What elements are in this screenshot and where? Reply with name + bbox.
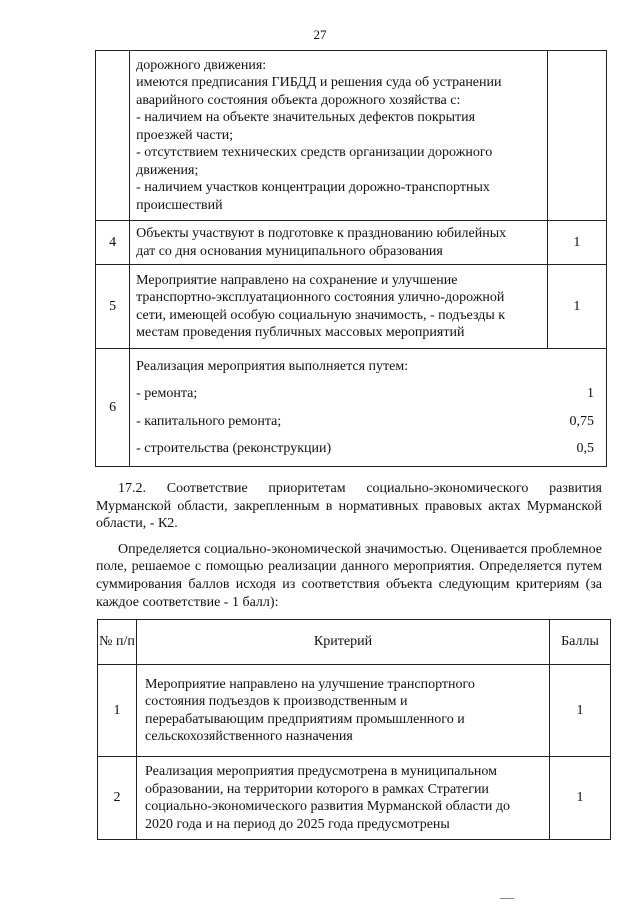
method-score: 0,75 bbox=[569, 413, 594, 429]
criterion-line: дорожного движения: bbox=[136, 57, 267, 73]
method-item bbox=[136, 385, 600, 403]
method-item bbox=[136, 413, 600, 431]
column-header-criterion: Критерий bbox=[137, 620, 550, 665]
table-row bbox=[96, 51, 607, 221]
method-item bbox=[136, 440, 600, 458]
criterion-line: движения; bbox=[136, 162, 199, 178]
method-score: 0,5 bbox=[576, 441, 594, 456]
criterion-line: Объекты участвуют в подготовке к празднованию юбилейных bbox=[136, 226, 507, 241]
criteria-table bbox=[97, 619, 611, 840]
method-label: - строительства (реконструкции) bbox=[136, 441, 332, 456]
row-number-cell: 4 bbox=[96, 221, 130, 265]
criterion-line: образовании, на территории которого в рамках Стратегии bbox=[145, 781, 489, 797]
method-score: 1 bbox=[587, 386, 594, 401]
table-row bbox=[96, 265, 607, 349]
criterion-line: социально-экономического развития Мурманской области до bbox=[145, 799, 511, 814]
criteria-table-continued bbox=[95, 50, 607, 467]
row-number-cell bbox=[96, 51, 130, 221]
column-header-score: Баллы bbox=[550, 620, 611, 665]
criterion-cell bbox=[137, 757, 550, 840]
criterion-line: - наличием на объекте значительных дефектов покрытия bbox=[136, 110, 476, 126]
method-label: - капитального ремонта; bbox=[136, 413, 282, 429]
score-cell: 1 bbox=[547, 221, 606, 265]
row-number-cell: 1 bbox=[98, 665, 137, 757]
criterion-line: Мероприятие направлено на улучшение транспортного bbox=[145, 676, 475, 692]
criterion-line: Мероприятие направлено на сохранение и улучшение bbox=[136, 272, 458, 288]
row-number-cell: 2 bbox=[98, 757, 137, 840]
table-row bbox=[98, 757, 611, 840]
criterion-line: Реализация мероприятия выполняется путем: bbox=[136, 358, 409, 374]
row-number-cell: 5 bbox=[96, 265, 130, 349]
criterion-line: сети, имеющей особую социальную значимость, - подъезды к bbox=[136, 307, 506, 323]
scan-mark bbox=[500, 898, 514, 899]
criterion-line: дат со дня основания муниципального образования bbox=[136, 243, 443, 259]
score-cell bbox=[547, 51, 606, 221]
body-text bbox=[96, 480, 602, 611]
criterion-line: перерабатывающим предприятиям промышленного и bbox=[145, 711, 465, 727]
criterion-line: происшествий bbox=[136, 197, 223, 213]
criterion-line: транспортно-эксплуатационного состояния улично-дорожной bbox=[136, 290, 505, 305]
paragraph: Определяется социально-экономической значимостью. Оценивается проблемное поле, решаемое с помощью реализации данного мероприятия. Определяется путем суммирования баллов исходя из соответствия объекта следующим критериям (за каждое соответствие - 1 балл): bbox=[96, 541, 602, 610]
criterion-cell bbox=[137, 665, 550, 757]
criterion-line: проезжей части; bbox=[136, 127, 234, 143]
method-label: - ремонта; bbox=[136, 386, 198, 401]
criterion-cell bbox=[130, 265, 548, 349]
row-number-cell: 6 bbox=[96, 349, 130, 467]
score-cell: 1 bbox=[547, 265, 606, 349]
criterion-line: сельскохозяйственного назначения bbox=[145, 729, 353, 744]
criterion-line: состояния подъездов к производственным и bbox=[145, 694, 408, 709]
criterion-cell bbox=[130, 349, 607, 467]
table-row bbox=[96, 221, 607, 265]
score-cell: 1 bbox=[550, 757, 611, 840]
criterion-cell bbox=[130, 221, 548, 265]
criterion-line: - наличием участков концентрации дорожно-транспортных bbox=[136, 180, 490, 196]
criterion-cell bbox=[130, 51, 548, 221]
page-number: 27 bbox=[313, 27, 327, 42]
criterion-line: имеются предписания ГИБДД и решения суда об устранении bbox=[136, 75, 502, 91]
score-cell: 1 bbox=[550, 665, 611, 757]
paragraph: 17.2. Соответствие приоритетам социально-экономического развития Мурманской области, закрепленным в нормативных правовых актах Мурманской области, - К2. bbox=[96, 481, 602, 532]
table-header-row bbox=[98, 620, 611, 665]
criterion-line: Реализация мероприятия предусмотрена в муниципальном bbox=[145, 764, 497, 779]
criterion-line: 2020 года и на период до 2025 года предусмотрены bbox=[145, 816, 450, 832]
criterion-line: - отсутствием технических средств организации дорожного bbox=[136, 145, 493, 161]
column-header-number: № п/п bbox=[98, 620, 137, 665]
criterion-line: местам проведения публичных массовых мероприятий bbox=[136, 325, 465, 340]
criterion-line: аварийного состояния объекта дорожного хозяйства с: bbox=[136, 92, 461, 108]
table-row bbox=[96, 349, 607, 467]
table-row bbox=[98, 665, 611, 757]
